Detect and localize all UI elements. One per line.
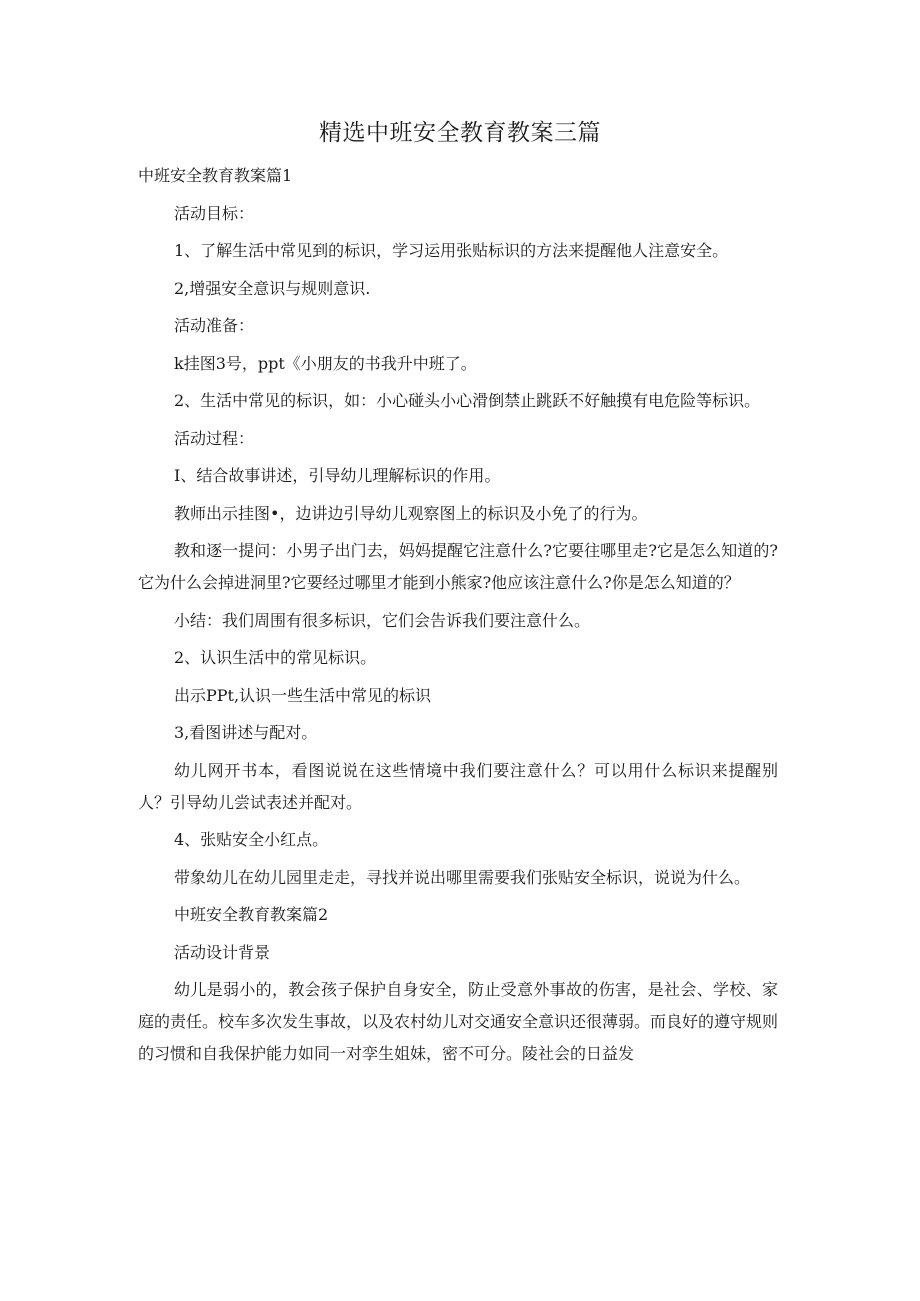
paragraph: 2、生活中常见的标识，如：小心碰头小心滑倒禁止跳跃不好触摸有电危险等标识。 (174, 391, 761, 410)
paragraph: I、结合故事讲述，引导幼儿理解标识的作用。 (174, 466, 501, 485)
paragraph: 活动过程： (174, 428, 255, 448)
paragraph: 2,增强安全意识与规则意识. (174, 278, 371, 298)
paragraph: 活动设计背景 (174, 942, 271, 962)
paragraph: k挂图3号，ppt《小朋友的书我升中班了。 (174, 353, 477, 373)
paragraph: 2、认识生活中的常见标识。 (174, 648, 377, 667)
paragraph: 带象幼儿在幼儿园里走走，寻找并说出哪里需要我们张贴安全标识，说说为什么。 (174, 867, 751, 887)
section-heading-1: 中班安全教育教案篇1 (138, 166, 293, 185)
paragraph: 活动目标： (174, 203, 255, 223)
paragraph: 出示PPt,认识一些生活中常见的标识 (174, 685, 432, 705)
paragraph: 3,看图讲述与配对。 (174, 723, 318, 742)
paragraph: 幼儿是弱小的，教会孩子保护自身安全，防止受意外事故的伤害，是社会、学校、家庭的责任。校车多次发生事故，以及农村幼儿对交通安全意识还很薄弱。而良好的遵守规则的习惯和自我保护能力如同一对孪生姐妹，密不可分。陵社会的日益发 (138, 980, 779, 1063)
document-title: 精选中班安全教育教案三篇 (319, 120, 601, 146)
section-heading-2: 中班安全教育教案篇2 (174, 905, 329, 924)
paragraph: 活动准备： (174, 316, 255, 335)
paragraph: 1、了解生活中常见到的标识，学习运用张贴标识的方法来提醒他人注意安全。 (174, 241, 729, 260)
paragraph: 幼儿网开书本，看图说说在这些情境中我们要注意什么？可以用什么标识来提醒别人？引导幼儿尝试表述并配对。 (138, 760, 778, 812)
paragraph: 教和逐一提问：小男子出门去，妈妈提醒它注意什么?它要往哪里走?它是怎么知道的?它为什么会掉进洞里?它要经过哪里才能到小熊家?他应该注意什么?你是怎么知道的？ (138, 541, 778, 592)
paragraph: 教师出示挂图•，边讲边引导幼儿观察图上的标识及小免了的行为。 (174, 503, 648, 523)
paragraph: 4、张贴安全小红点。 (174, 830, 329, 849)
paragraph: 小结：我们周围有很多标识，它们会告诉我们要注意什么。 (174, 610, 591, 630)
document-body (138, 160, 778, 1076)
